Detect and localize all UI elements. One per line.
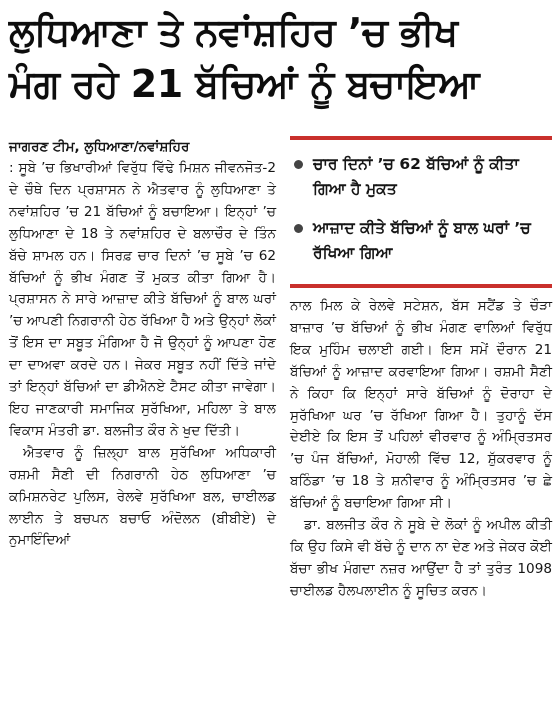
bullet-icon [294, 160, 303, 169]
highlight-item [290, 216, 552, 266]
headline-line-2: ਮੰਗ ਰਹੇ 21 ਬੱਚਿਆਂ ਨੂੰ ਬਚਾਇਆ [9, 62, 480, 106]
byline: ਜਾਗਰਣ ਟੀਮ, ਲੁਧਿਆਣਾ/ਨਵਾਂਸ਼ਹਿਰ [9, 139, 190, 155]
paragraph-3: ਨਾਲ ਮਿਲ ਕੇ ਰੇਲਵੇ ਸਟੇਸ਼ਨ, ਬੱਸ ਸਟੈਂਡ ਤੇ ਚੌੜਾ ਬਾਜ਼ਾਰ ’ਚ ਬੱਚਿਆਂ ਨੂੰ ਭੀਖ ਮੰਗਣ ਵਾਲਿਆਂ ਵਿਰੁੱਧ ਇਕ ਮੁਹਿੰਮ ਚਲਾਈ ਗਈ। ਇਸ ਸਮੇਂ ਦੌਰਾਨ 21 ਬੱਚਿਆਂ ਨੂੰ ਆਜ਼ਾਦ ਕਰਵਾਇਆ ਗਿਆ। ਰਸ਼ਮੀ ਸੈਣੀ ਨੇ ਕਿਹਾ ਕਿ ਇਨ੍ਹਾਂ ਸਾਰੇ ਬੱਚਿਆਂ ਨੂੰ ਦੋਰਾਹਾ ਦੇ ਸੁਰੱਖਿਆ ਘਰ ’ਚ ਰੱਖਿਆ ਗਿਆ ਹੈ। ਤੁਹਾਨੂੰ ਦੱਸ ਦੇਈਏ ਕਿ ਇਸ ਤੋਂ ਪਹਿਲਾਂ ਵੀਰਵਾਰ ਨੂੰ ਅੰਮ੍ਰਿਤਸਰ ’ਚ ਪੰਜ ਬੱਚਿਆਂ, ਮੋਹਾਲੀ ਵਿੱਚ 12, ਸ਼ੁੱਕਰਵਾਰ ਨੂੰ ਬਠਿੰਡਾ ’ਚ 18 ਤੇ ਸ਼ਨੀਵਾਰ ਨੂੰ ਅੰਮ੍ਰਿਤਸਰ ’ਚ ਛੇ ਬੱਚਿਆਂ ਨੂੰ ਬਚਾਇਆ ਗਿਆ ਸੀ। [290, 298, 552, 512]
article-body [9, 136, 552, 697]
headline [9, 6, 544, 110]
highlight-item [290, 152, 552, 202]
paragraph-4: ਡਾ. ਬਲਜੀਤ ਕੌਰ ਨੇ ਸੂਬੇ ਦੇ ਲੋਕਾਂ ਨੂੰ ਅਪੀਲ ਕੀਤੀ ਕਿ ਉਹ ਕਿਸੇ ਵੀ ਬੱਚੇ ਨੂੰ ਦਾਨ ਨਾ ਦੇਣ ਅਤੇ ਜੇਕਰ ਕੋਈ ਬੱਚਾ ਭੀਖ ਮੰਗਦਾ ਨਜ਼ਰ ਆਉਂਦਾ ਹੈ ਤਾਂ ਤੁਰੰਤ 1098 ਚਾਈਲਡ ਹੈਲਪਲਾਈਨ ਨੂੰ ਸੂਚਿਤ ਕਰਨ। [290, 517, 552, 599]
right-column [290, 136, 552, 603]
paragraph-1: : ਸੂਬੇ ’ਚ ਭਿਖਾਰੀਆਂ ਵਿਰੁੱਧ ਵਿੱਢੇ ਮਿਸ਼ਨ ਜੀਵਨਜੋਤ-2 ਦੇ ਚੌਥੇ ਦਿਨ ਪ੍ਰਸ਼ਾਸਨ ਨੇ ਐਤਵਾਰ ਨੂੰ ਲੁਧਿਆਣਾ ਤੇ ਨਵਾਂਸ਼ਹਿਰ ’ਚ 21 ਬੱਚਿਆਂ ਨੂੰ ਬਚਾਇਆ। ਇਨ੍ਹਾਂ ’ਚ ਲੁਧਿਆਣਾ ਦੇ 18 ਤੇ ਨਵਾਂਸ਼ਹਿਰ ਦੇ ਬਲਾਚੌਰ ਦੇ ਤਿੰਨ ਬੱਚੇ ਸ਼ਾਮਲ ਹਨ। ਸਿਰਫ਼ ਚਾਰ ਦਿਨਾਂ ’ਚ ਸੂਬੇ ’ਚ 62 ਬੱਚਿਆਂ ਨੂੰ ਭੀਖ ਮੰਗਣ ਤੋਂ ਮੁਕਤ ਕੀਤਾ ਗਿਆ ਹੈ। ਪ੍ਰਸ਼ਾਸਨ ਨੇ ਸਾਰੇ ਆਜ਼ਾਦ ਕੀਤੇ ਬੱਚਿਆਂ ਨੂੰ ਬਾਲ ਘਰਾਂ ’ਚ ਆਪਣੀ ਨਿਗਰਾਨੀ ਹੇਠ ਰੱਖਿਆ ਹੈ ਅਤੇ ਉਨ੍ਹਾਂ ਲੋਕਾਂ ਤੋਂ ਇਸ ਦਾ ਸਬੂਤ ਮੰਗਿਆ ਹੈ ਜੋ ਉਨ੍ਹਾਂ ਨੂੰ ਆਪਣਾ ਹੋਣ ਦਾ ਦਾਅਵਾ ਕਰਦੇ ਹਨ। ਜੇਕਰ ਸਬੂਤ ਨਹੀਂ ਦਿੱਤੇ ਜਾਂਦੇ ਤਾਂ ਇਨ੍ਹਾਂ ਬੱਚਿਆਂ ਦਾ ਡੀਐਨਏ ਟੈਸਟ ਕੀਤਾ ਜਾਵੇਗਾ। ਇਹ ਜਾਣਕਾਰੀ ਸਮਾਜਿਕ ਸੁਰੱਖਿਆ, ਮਹਿਲਾ ਤੇ ਬਾਲ ਵਿਕਾਸ ਮੰਤਰੀ ਡਾ. ਬਲਜੀਤ ਕੌਰ ਨੇ ਖੁਦ ਦਿੱਤੀ। [9, 160, 276, 439]
highlight-bottom-rule [290, 284, 552, 288]
headline-line-1: ਲੁਧਿਆਣਾ ਤੇ ਨਵਾਂਸ਼ਹਿਰ ’ਚ ਭੀਖ [9, 10, 458, 54]
left-column [9, 136, 276, 552]
highlight-box [290, 140, 552, 284]
bullet-icon [294, 224, 303, 233]
highlight-text: ਚਾਰ ਦਿਨਾਂ ’ਚ 62 ਬੱਚਿਆਂ ਨੂੰ ਕੀਤਾ ਗਿਆ ਹੈ ਮੁਕਤ [313, 155, 519, 198]
right-body [290, 296, 552, 603]
highlight-text: ਆਜ਼ਾਦ ਕੀਤੇ ਬੱਚਿਆਂ ਨੂੰ ਬਾਲ ਘਰਾਂ ’ਚ ਰੱਖਿਆ ਗਿਆ [313, 219, 531, 262]
paragraph-2: ਐਤਵਾਰ ਨੂੰ ਜ਼ਿਲ੍ਹਾ ਬਾਲ ਸੁਰੱਖਿਆ ਅਧਿਕਾਰੀ ਰਸ਼ਮੀ ਸੈਣੀ ਦੀ ਨਿਗਰਾਨੀ ਹੇਠ ਲੁਧਿਆਣਾ ’ਚ ਕਮਿਸ਼ਨਰੇਟ ਪੁਲਿਸ, ਰੇਲਵੇ ਸੁਰੱਖਿਆ ਬਲ, ਚਾਈਲਡ ਲਾਈਨ ਤੇ ਬਚਪਨ ਬਚਾਓ ਅੰਦੋਲਨ (ਬੀਬੀਏ) ਦੇ ਨੁਮਾਇੰਦਿਆਂ [9, 444, 276, 549]
